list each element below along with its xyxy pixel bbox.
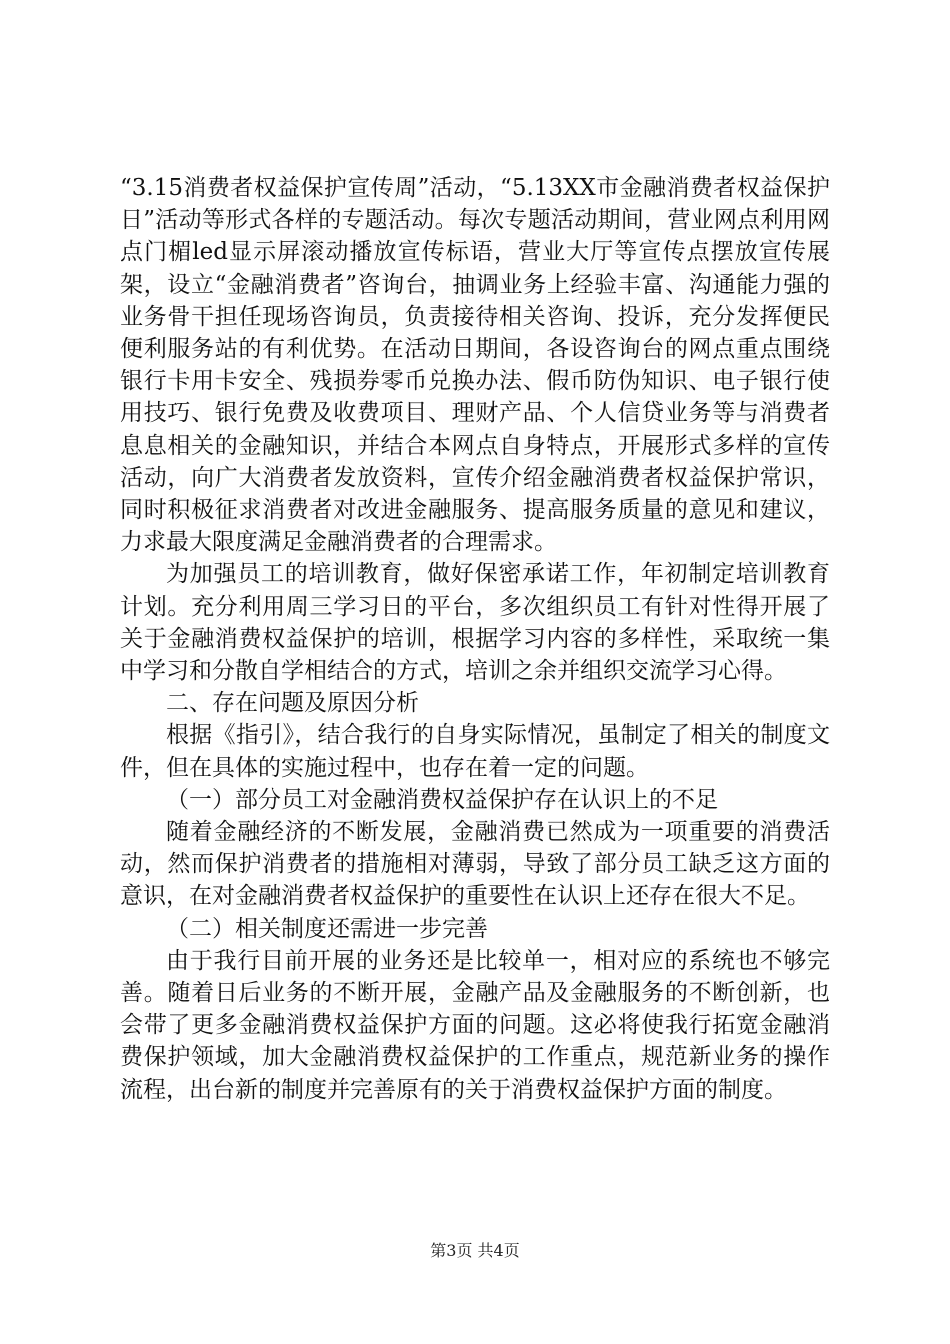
subheading-awareness: （一）部分员工对金融消费权益保护存在认识上的不足 <box>166 786 718 813</box>
paragraph-training: 为加强员工的培训教育，做好保密承诺工作，年初制定培训教育计划。充分利用周三学习日的平台，多次组织员工有针对性得开展了关于金融消费权益保护的培训，根据学习内容的多样性，采取统一集中学习和分散自学相结合的方式，培训之余并组织交流学习心得。 <box>120 561 830 685</box>
subheading-system: （二）相关制度还需进一步完善 <box>166 915 488 942</box>
section-heading-problems: 二、存在问题及原因分析 <box>166 690 419 717</box>
document-body <box>120 172 830 1106</box>
paragraph-system: 由于我行目前开展的业务还是比较单一，相对应的系统也不够完善。随着日后业务的不断开展，金融产品及金融服务的不断创新，也会带了更多金融消费权益保护方面的问题。这必将使我行拓宽金融消费保护领域，加大金融消费权益保护的工作重点，规范新业务的操作流程，出台新的制度并完善原有的关于消费权益保护方面的制度。 <box>120 947 830 1103</box>
page-footer: 第3页 共4页 <box>430 1241 520 1260</box>
paragraph-guideline: 根据《指引》，结合我行的自身实际情况，虽制定了相关的制度文件，但在具体的实施过程中，也存在着一定的问题。 <box>120 722 830 781</box>
paragraph-continuation: “3.15消费者权益保护宣传周”活动，“5.13XX市金融消费者权益保护日”活动等形式各样的专题活动。每次专题活动期间，营业网点利用网点门楣led显示屏滚动播放宣传标语，营业大厅等宣传点摆放宣传展架，设立“金融消费者”咨询台，抽调业务上经验丰富、沟通能力强的业务骨干担任现场咨询员，负责接待相关咨询、投诉，充分发挥便民便利服务站的有利优势。在活动日期间，各设咨询台的网点重点围绕银行卡用卡安全、残损券零币兑换办法、假币防伪知识、电子银行使用技巧、银行免费及收费项目、理财产品、个人信贷业务等与消费者息息相关的金融知识，并结合本网点自身特点，开展形式多样的宣传活动，向广大消费者发放资料，宣传介绍金融消费者权益保护常识，同时积极征求消费者对改进金融服务、提高服务质量的意见和建议，力求最大限度满足金融消费者的合理需求。 <box>120 175 830 556</box>
paragraph-awareness: 随着金融经济的不断发展，金融消费已然成为一项重要的消费活动，然而保护消费者的措施相对薄弱，导致了部分员工缺乏这方面的意识，在对金融消费者权益保护的重要性在认识上还存在很大不足。 <box>120 819 830 910</box>
